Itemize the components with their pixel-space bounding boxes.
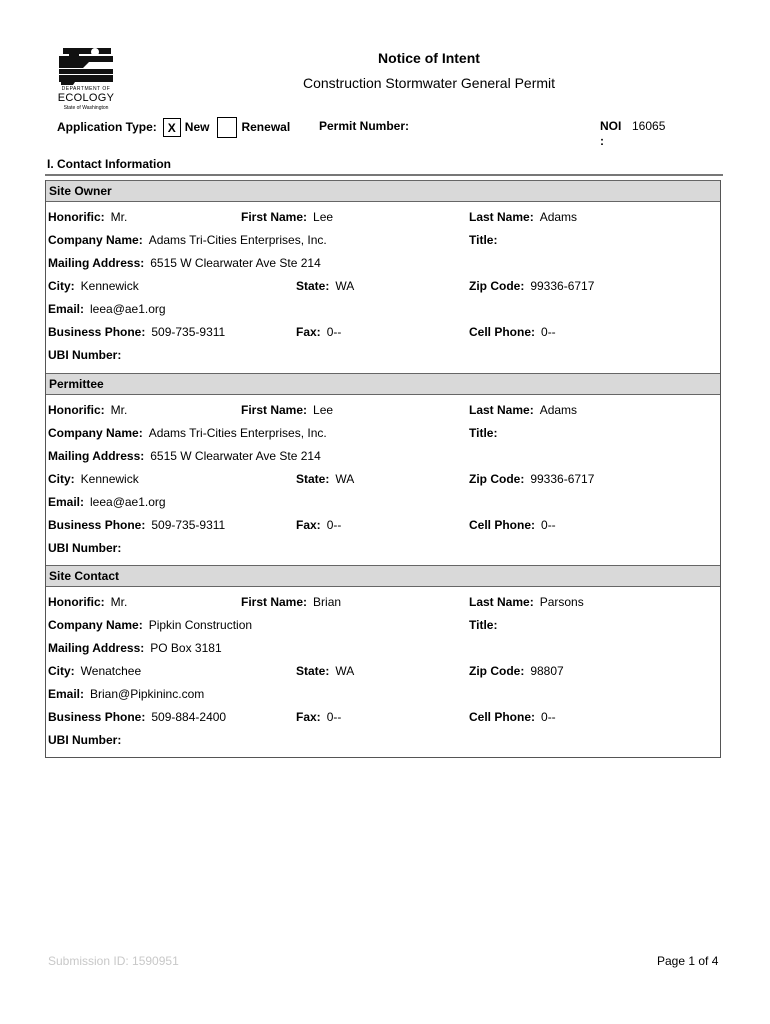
noi-value: 16065 <box>632 119 666 133</box>
field-ubi <box>48 733 127 747</box>
field-fax <box>296 518 341 532</box>
logo-name: ECOLOGY <box>57 92 115 104</box>
application-type <box>57 117 290 137</box>
section-title: I. Contact Information <box>47 157 171 171</box>
field-value: PO Box 3181 <box>150 641 222 655</box>
field-label: Fax: <box>296 518 321 532</box>
field-label: Title: <box>469 618 498 632</box>
field-label: Honorific: <box>48 595 105 609</box>
section-divider <box>45 174 723 176</box>
contact-row <box>48 518 718 536</box>
field-value: Mr. <box>110 595 128 609</box>
contact-row <box>48 664 718 682</box>
field-label: Email: <box>48 302 85 316</box>
field-value: 0-- <box>326 325 342 339</box>
field-honorific <box>48 595 127 609</box>
field-city <box>48 664 141 678</box>
field-value: Adams Tri-Cities Enterprises, Inc. <box>148 233 327 247</box>
field-value: Adams Tri-Cities Enterprises, Inc. <box>148 426 327 440</box>
contact-row <box>48 733 718 751</box>
field-cell-phone <box>469 325 556 339</box>
field-label: Cell Phone: <box>469 518 536 532</box>
field-label: City: <box>48 279 75 293</box>
field-label: Company Name: <box>48 426 143 440</box>
field-zip <box>469 664 564 678</box>
contact-row <box>48 595 718 613</box>
contact-row <box>48 210 718 228</box>
page-title: Notice of Intent <box>378 50 480 66</box>
field-label: State: <box>296 664 330 678</box>
contact-row <box>48 449 718 467</box>
field-honorific <box>48 403 127 417</box>
field-mailing <box>48 256 321 270</box>
noi-label <box>600 119 621 149</box>
contact-row <box>48 302 718 320</box>
field-fax <box>296 325 341 339</box>
field-label: Fax: <box>296 325 321 339</box>
field-label: Mailing Address: <box>48 256 145 270</box>
page-number: Page 1 of 4 <box>657 954 719 968</box>
field-email <box>48 302 166 316</box>
field-label: Honorific: <box>48 403 105 417</box>
field-label: Company Name: <box>48 233 143 247</box>
field-label: Company Name: <box>48 618 143 632</box>
field-label: UBI Number: <box>48 733 122 747</box>
field-label: State: <box>296 279 330 293</box>
field-business-phone <box>48 710 226 724</box>
page-subtitle: Construction Stormwater General Permit <box>302 75 556 91</box>
field-company <box>48 426 327 440</box>
field-label: Honorific: <box>48 210 105 224</box>
field-label: Email: <box>48 687 85 701</box>
field-company <box>48 618 252 632</box>
contact-row <box>48 618 718 636</box>
field-ubi <box>48 348 127 362</box>
field-label: Zip Code: <box>469 279 525 293</box>
field-value: Kennewick <box>80 472 139 486</box>
field-label: City: <box>48 664 75 678</box>
field-last-name <box>469 595 584 609</box>
field-ubi <box>48 541 127 555</box>
ecology-logo <box>55 46 117 114</box>
contact-row <box>48 325 718 343</box>
contact-row <box>48 541 718 559</box>
field-value: 98807 <box>530 664 564 678</box>
logo-sub: State of Washington <box>63 105 109 111</box>
field-email <box>48 495 166 509</box>
field-value: 509-735-9311 <box>151 325 226 339</box>
field-value: 509-735-9311 <box>151 518 226 532</box>
noi-label-text: NOI <box>600 119 622 133</box>
field-city <box>48 279 139 293</box>
field-last-name <box>469 210 577 224</box>
field-state <box>296 472 354 486</box>
field-value: 99336-6717 <box>530 279 595 293</box>
field-label: Mailing Address: <box>48 449 145 463</box>
new-label: New <box>184 120 210 134</box>
contact-row <box>48 641 718 659</box>
block-heading: Site Owner <box>46 180 720 202</box>
field-value: 0-- <box>326 710 342 724</box>
field-value: 0-- <box>541 710 556 724</box>
noi-label-colon: : <box>600 134 604 148</box>
field-title <box>469 426 503 440</box>
field-label: First Name: <box>241 210 308 224</box>
contact-row <box>48 472 718 490</box>
field-label: First Name: <box>241 403 308 417</box>
field-title <box>469 618 503 632</box>
block-heading: Permittee <box>46 373 720 395</box>
field-label: Zip Code: <box>469 472 525 486</box>
field-value: Wenatchee <box>80 664 142 678</box>
contact-row <box>48 710 718 728</box>
field-label: UBI Number: <box>48 348 122 362</box>
field-cell-phone <box>469 518 556 532</box>
submission-id: Submission ID: 1590951 <box>48 954 179 968</box>
field-city <box>48 472 139 486</box>
field-value: leea@ae1.org <box>90 302 166 316</box>
field-honorific <box>48 210 127 224</box>
field-first-name <box>241 403 333 417</box>
field-business-phone <box>48 325 225 339</box>
field-label: UBI Number: <box>48 541 122 555</box>
field-value: Adams <box>539 403 578 417</box>
field-label: Title: <box>469 426 498 440</box>
field-value: WA <box>335 472 355 486</box>
field-label: Last Name: <box>469 210 534 224</box>
application-type-label: Application Type: <box>57 120 157 134</box>
field-value: leea@ae1.org <box>90 495 166 509</box>
field-label: Last Name: <box>469 403 534 417</box>
field-value: Mr. <box>110 403 128 417</box>
field-value: 6515 W Clearwater Ave Ste 214 <box>150 449 321 463</box>
permit-number-label: Permit Number: <box>319 119 410 133</box>
field-value: WA <box>335 664 355 678</box>
contact-row <box>48 495 718 513</box>
field-label: Last Name: <box>469 595 534 609</box>
field-zip <box>469 279 594 293</box>
field-label: Zip Code: <box>469 664 525 678</box>
block-heading: Site Contact <box>46 565 720 587</box>
field-company <box>48 233 327 247</box>
contact-row <box>48 426 718 444</box>
field-state <box>296 279 354 293</box>
field-state <box>296 664 354 678</box>
field-label: Business Phone: <box>48 518 146 532</box>
field-value: 99336-6717 <box>530 472 595 486</box>
field-label: Business Phone: <box>48 710 146 724</box>
field-label: Cell Phone: <box>469 325 536 339</box>
field-value: Lee <box>313 403 334 417</box>
field-value: Parsons <box>539 595 584 609</box>
field-label: Cell Phone: <box>469 710 536 724</box>
field-label: State: <box>296 472 330 486</box>
field-value: WA <box>335 279 355 293</box>
field-first-name <box>241 595 341 609</box>
field-value: 0-- <box>326 518 342 532</box>
field-label: Business Phone: <box>48 325 146 339</box>
field-label: First Name: <box>241 595 308 609</box>
field-value: 0-- <box>541 518 556 532</box>
field-mailing <box>48 449 321 463</box>
field-last-name <box>469 403 577 417</box>
contact-row <box>48 233 718 251</box>
field-title <box>469 233 503 247</box>
field-value: Mr. <box>110 210 128 224</box>
field-label: City: <box>48 472 75 486</box>
contact-row <box>48 348 718 366</box>
field-value: Brian@Pipkininc.com <box>90 687 205 701</box>
field-value: Kennewick <box>80 279 139 293</box>
contact-row <box>48 403 718 421</box>
contact-row <box>48 279 718 297</box>
field-value: Pipkin Construction <box>148 618 253 632</box>
renewal-checkbox[interactable] <box>217 117 237 138</box>
field-cell-phone <box>469 710 556 724</box>
field-zip <box>469 472 594 486</box>
renewal-label: Renewal <box>241 120 291 134</box>
field-business-phone <box>48 518 225 532</box>
field-value: Lee <box>313 210 334 224</box>
field-fax <box>296 710 341 724</box>
field-value: Adams <box>539 210 578 224</box>
field-value: 509-884-2400 <box>151 710 227 724</box>
new-checkbox[interactable]: X <box>163 118 181 137</box>
field-value: 6515 W Clearwater Ave Ste 214 <box>150 256 321 270</box>
field-label: Email: <box>48 495 85 509</box>
field-label: Mailing Address: <box>48 641 145 655</box>
contact-row <box>48 687 718 705</box>
field-label: Fax: <box>296 710 321 724</box>
field-first-name <box>241 210 333 224</box>
field-email <box>48 687 204 701</box>
field-mailing <box>48 641 222 655</box>
contact-row <box>48 256 718 274</box>
field-value: Brian <box>313 595 342 609</box>
field-value: 0-- <box>541 325 556 339</box>
field-label: Title: <box>469 233 498 247</box>
logo-top-text: DEPARTMENT OF <box>61 86 111 92</box>
